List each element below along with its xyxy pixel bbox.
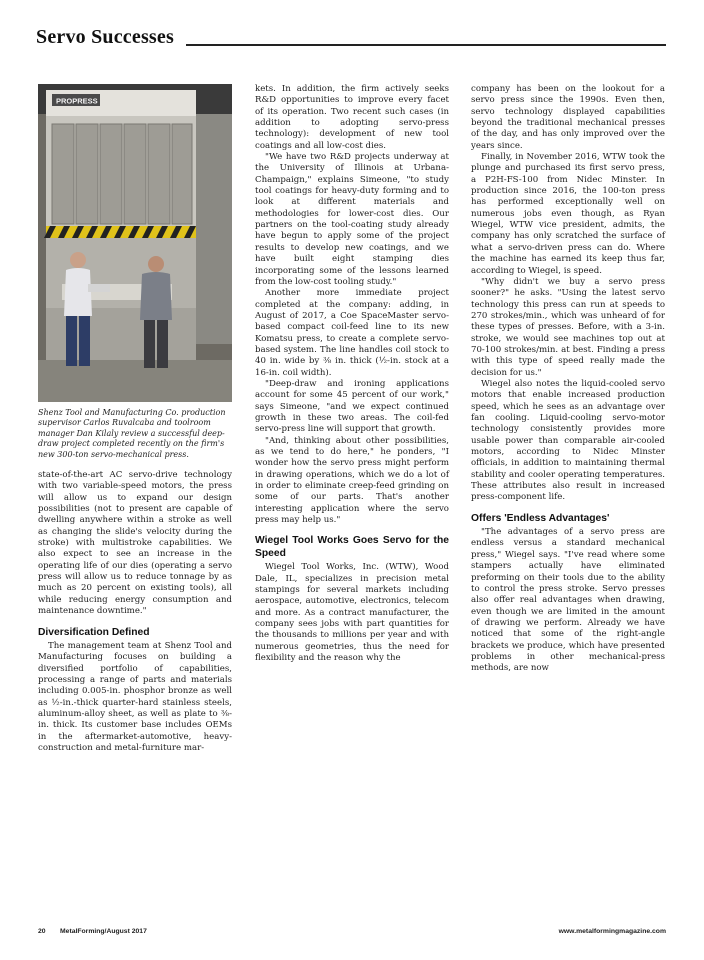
press-photo-image [38,84,232,402]
press-brand-label: PROPRESS [56,96,98,106]
column-3 [471,84,665,675]
col3-paragraph-2: Finally, in November 2016, WTW took the plunge and purchased its first servo press, a P2H-FS-100 from Nidec Minster. In production since 2016, the 100-ton press has performed exceptionally well on numerous jobs even though, as Ryan Wiegel, WTW vice president, admits, the company has only scratched the surface of what a servo-driven press can do. Where the machine has earned its keep thus far, according to Wiegel, is speed. [471,152,665,276]
col2-paragraph-5: "And, thinking about other possibilities, as we tend to do here," he ponders, "I wonder how the servo press might perform in drawing operations, which we do a lot of in order to eliminate creep-feed grinding on some of our parts. That's another interesting application where the servo press may help us." [255,435,449,526]
col3-paragraph-1: company has been on the lookout for a servo press since the 1990s. Even then, servo technology displayed capabilities beyond the traditional mechanical presses of the day, and has only improved over the years since. [471,84,665,151]
header-rule [186,44,666,46]
page-header [36,26,666,50]
magazine-url: www.metalformingmagazine.com [558,928,666,935]
page-number: 20 [38,928,46,935]
photo-caption: Shenz Tool and Manufacturing Co. production supervisor Carlos Ruvalcaba and toolroom manager Dan Kilaly review a successful deep-draw project completed recently on the firm's new 300-ton servo-mechanical press. [38,408,226,459]
col1-paragraph-1: state-of-the-art AC servo-drive technology with two variable-speed motors, the press will allow us to expand our design possibilities (not to present are capable of dwelling anywhere within a stroke as well as changing the slide's velocity during the stroke) with multistroke capabilities. We also expect to see an increase in the operating life of our dies (operating a servo press will allow us to reduce tonnage by as much as 20 percent on existing tools), all while reducing energy consumption and maintenance downtime." [38,470,232,617]
subhead-wiegel: Wiegel Tool Works Goes Servo for the Speed [255,535,449,559]
col3-paragraph-4: Wiegel also notes the liquid-cooled servo motors that enable increased production speed, which he sees as an advantage over fan cooling. Liquid-cooling servo-motor technology consistently provides more usable power than comparable air-cooled motors, according to Nidec Minster officials, in addition to maintaining thermal stability and cooler operating temperatures. These attributes also result in increased press-component life. [471,378,665,503]
col3-paragraph-5: "The advantages of a servo press are endless versus a standard mechanical press," Wiegel says. "I've read where some stampers actually have eliminated preforming on their tools due to the ability to control the press stroke. Servo presses also offer real advantages when drawing, even though we are limited in the amount of drawing we perform. Already we have noticed that some of the right-angle brackets we produce, which have presented problems in other mechanical-press methods, are now [471,527,665,674]
subhead-endless-advantages: Offers 'Endless Advantages' [471,512,610,524]
col2-paragraph-3: Another more immediate project completed at the company: adding, in August of 2017, a Coe SpaceMaster servo-based compact coil-feed line to its new Komatsu press, to create a complete servo-based system. The line handles coil stock to 40 in. wide by ⅜ in. thick (½-in. stock at a 16-in. coil width). [255,288,449,378]
subhead-diversification: Diversification Defined [38,626,150,638]
col2-paragraph-4: "Deep-draw and ironing applications account for some 45 percent of our work," says Simeone, "and we expect continued growth in these two areas. The coil-fed servo-press line will support that growth. [255,378,449,435]
column-2 [255,84,449,664]
col1-paragraph-2: The management team at Shenz Tool and Manufacturing focuses on building a diversified portfolio of capabilities, processing a range of parts and materials including 0.005-in. phosphor bronze as well as ½-in.-thick quarter-hard stainless steels, aluminum-alloy sheet, as well as plate to ⅜-in. thick. Its customer base includes OEMs in the aftermarket-automotive, heavy-construction and metal-furniture mar- [38,640,232,753]
col3-paragraph-3: "Why didn't we buy a servo press sooner?" he asks. "Using the latest servo technology this press can run at speeds to 270 strokes/min., which was unheard of for these types of presses. Before, with a 3-in. stroke, we would see machines top out at 70-100 strokes/min. at best. Finding a press with this type of speed really made the decision for us." [471,276,665,378]
col2-paragraph-6: Wiegel Tool Works, Inc. (WTW), Wood Dale, IL, specializes in precision metal stampings for several markets including aerospace, automotive, electronics, telecom and more. As a contract manufacturer, the company sees jobs with part quantities for the thousands to millions per year and with numerous geometries, thus the need for flexibility and the reason why the [255,562,449,663]
magazine-issue: MetalForming/August 2017 [60,928,147,935]
col2-paragraph-1: kets. In addition, the firm actively seeks R&D opportunities to improve every facet of its operation. Two recent such cases (in addition to adopting servo-press technology): development of new tool coatings and all low-cost dies. [255,84,449,151]
section-title: Servo Successes [36,26,174,48]
press-photo [38,84,232,402]
col2-paragraph-2: "We have two R&D projects underway at the University of Illinois at Urbana-Champaign," explains Simeone, "to study tool coatings for heavy-duty forming and to look at different materials and methodologies for lower-cost dies. Our partners on the tool-coating study already have begun to apply some of the project results to develop new coatings, and we have built eight stamping dies incorporating some of the lessons learned from the low-cost tooling study." [255,152,449,287]
column-1 [38,84,232,754]
